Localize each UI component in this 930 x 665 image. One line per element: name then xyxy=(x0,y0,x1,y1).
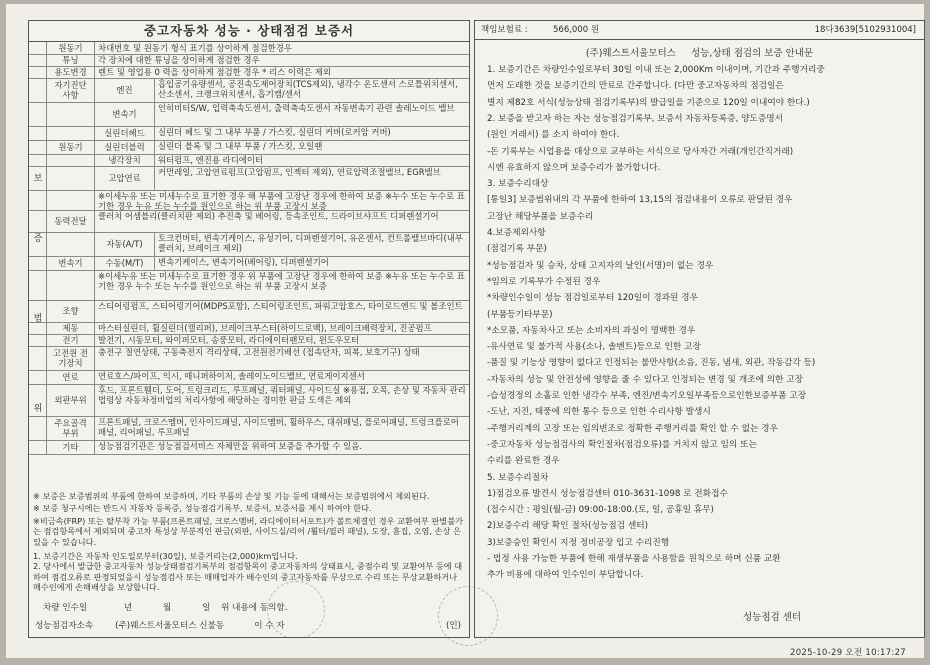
self-diag-engine xyxy=(29,78,469,103)
row-label: 튜닝 xyxy=(47,54,95,66)
company-seal-stamp xyxy=(267,581,325,638)
notice-line: 추가 비용에 대하여 인수인이 부담합니다. xyxy=(487,570,644,581)
engine-label: 엔진 xyxy=(95,78,155,102)
engine-note-row xyxy=(29,190,469,211)
row-label: 기타 xyxy=(47,440,95,454)
spacer xyxy=(29,126,47,140)
manual-text: 변속기케이스, 변속기어(베어링), 디퍼렌셜기어 xyxy=(158,257,329,267)
engine-part-text: 실린더 블록 및 그 내부 부품 / 가스킷, 오일팬 xyxy=(158,141,323,151)
row-text: 성능점검기관은 성능점검서비스 자체만을 위하여 보증을 추가할 수 있음. xyxy=(98,441,363,451)
lower-row xyxy=(29,440,469,455)
row-label: 외판부위 xyxy=(47,384,95,416)
spacer xyxy=(29,370,47,384)
row-label: 용도변경 xyxy=(47,66,95,78)
row-text: 후드, 프론트휀더, 도어, 트렁크리드, 루프패널, 쿼터패널, 사이드실 ※용접, 오목, 손상 및 자동차 관리법령상 자동차정비업의 처리사항에 해당하는 경미한 판금 도색은 제외 xyxy=(98,385,466,405)
spacer xyxy=(29,256,47,270)
engine-part-label: 고압연료 xyxy=(95,166,155,190)
spacer xyxy=(29,440,47,454)
spacer xyxy=(29,270,47,300)
notice-line: -자동차의 성능 및 안전성에 영향을 줄 수 있다고 인정되는 변경 및 개조에 의한 고장 xyxy=(487,374,803,385)
side-label-4: 위 xyxy=(33,404,43,414)
lower-row xyxy=(29,346,469,371)
note-2: ※ 보증 청구시에는 반드시 자동차 등록증, 성능점검기록부, 보증서, 보증서를 제시 하여야 한다. xyxy=(33,503,372,514)
spacer xyxy=(29,334,47,346)
buyer-agree: 위 내용에 동의함. xyxy=(221,603,288,613)
scan-timestamp: 2025-10-29 오전 10:17:27 xyxy=(790,648,906,658)
auto-text: 토크컨버터, 변속기케이스, 유성기어, 디퍼렌셜기어, 유온센서, 컨트롤밸브바디(내부클러치, 브레이크 제외) xyxy=(158,233,463,253)
trans-label: 변속기 xyxy=(95,102,155,126)
document-number: 18다3639[5102931004] xyxy=(814,25,916,35)
notes-block xyxy=(29,491,469,593)
notice-line: (접수시간 : 평일(월-금) 09:00-18:00.(토, 일, 공휴일 휴무) xyxy=(487,505,714,516)
lower-row xyxy=(29,416,469,441)
notice-line: [통일3] 보증범위내의 각 부품에 한하여 13,15의 점검내용이 오류로 판달된 경우 xyxy=(487,195,793,206)
notice-line: (점검기록 부문) xyxy=(487,244,547,255)
engine-part-label: 실린더헤드 xyxy=(95,126,155,140)
notice-line: *성능점검자 및 승차, 상태 고지자의 날인(서명)이 없는 경우 xyxy=(487,260,714,271)
row-text: 연료호스/파이프, 익시, 매니퍼하이저, 솔레이노이드밸브, 연료게이지센서 xyxy=(98,371,365,381)
engine-part-text: 커먼레일, 고압연료펌프(고압펌프, 인젝터 제외), 연료압력조절밸브, EGR밸브 xyxy=(158,167,441,177)
notice-header xyxy=(475,21,924,40)
row-label: 조향 xyxy=(47,300,95,322)
buyer-year: 년 xyxy=(123,603,133,613)
insurance-value: 566,000 원 xyxy=(553,25,600,35)
engine-text: 흡입공기유량센서, 공진속도제어장치(TCS제외), 냉각수 온도센서 스로틀위치센서, 산소센서, 크랭크위치센서, 흡기캠/센서 xyxy=(158,79,458,99)
spacer xyxy=(29,54,47,66)
engine-group-label: 원동기 xyxy=(47,140,95,154)
buyer-day: 일 xyxy=(202,603,211,613)
spacer xyxy=(29,78,47,102)
notice-line: 1. 보증기간은 차량인수일로부터 30일 이내 또는 2,000Km 이내이며, 기간과 주행거리중 xyxy=(487,65,825,75)
engine-note: ※이세누유 또는 미세누수로 표기한 경우 해 부품에 고장난 경우에 한하여 보증 ※누수 또는 누수로 표기한 경우 누유 또는 누수를 원인으로 하는 위 부품 고장시 보증 xyxy=(98,191,465,210)
spacer xyxy=(29,416,47,440)
auto-label: 자동(A/T) xyxy=(95,232,155,256)
term-1: 1. 보증기간은 자동차 인도일로부터(30일), 보증거리는(2,000)km입니다. xyxy=(33,551,298,562)
trans-note: ※이세누유 또는 미세누수로 표기한 경우 위 부품에 고장난 경우에 한하여 보증 ※누유 또는 누수로 표기한 경우 누수 또는 누수를 원인으로 하는 위 부품 고장시 보증 xyxy=(98,271,465,291)
notice-line: 별지 제82호 서식(성능상태 점검기록부)의 발급일을 기준으로 120일 이내여야 한다.) xyxy=(487,97,810,108)
spacer xyxy=(29,154,47,166)
spacer xyxy=(29,42,47,54)
blank xyxy=(47,166,95,190)
notice-line: 1)점검오류 발견시 성능점검센터 010-3631-1098 로 전화접수 xyxy=(487,488,728,499)
self-diag-label: 자기진단 사항 xyxy=(47,78,95,102)
notice-line: 시엔 유효하지 않으며 보증수리가 불가합니다. xyxy=(487,162,661,173)
notice-line: 2)보증수리 해당 확인 절차(성능점검 센터) xyxy=(487,521,649,532)
spacer xyxy=(29,66,47,78)
blank xyxy=(47,126,95,140)
notice-heading: (주)웨스트서울모터스 성능,상태 점검의 보증 안내문 xyxy=(585,48,814,59)
row-text: 각 장치에 대한 튜닝을 상이하게 점검한 경우 xyxy=(98,55,260,65)
row-text: 차대번호 및 원동기 형식 표기를 상이하게 점검한경우 xyxy=(98,43,292,53)
engine-row xyxy=(29,126,469,141)
row-label: 전기 xyxy=(47,334,95,346)
engine-part-text: 워터펌프, 엔진용 라디에이터 xyxy=(158,155,264,165)
row-label: 연료 xyxy=(47,370,95,384)
lower-row xyxy=(29,300,469,323)
notice-line: -습성경정의 소홀로 인한 냉각수 부족, 엔진/변속기오일부족등으로인한보증부품 고장 xyxy=(487,391,807,401)
row-text: 프론트패널, 크로스멤버, 인사이드패널, 사이드멤버, 휠하우스, 대쉬패널, 플로어패널, 트렁크플로어패널, 리어패널, 루프패널 xyxy=(98,417,459,437)
notice-line: *차량인수일이 성능 점검일로부터 120일이 경과된 경우 xyxy=(487,293,698,304)
notice-line: 5. 보증수리절차 xyxy=(487,472,549,483)
row-text: 스티어링펌프, 스티어링기어(MDPS포함), 스티어링조인트, 파워고압호스, 타이로드엔드 및 볼조인트 xyxy=(98,301,463,311)
notice-line: - 법정 사용 가능한 부품에 한해 재생부품을 사용함을 원칙으로 하며 신품 교환 xyxy=(487,554,781,564)
receiver-name: 이 수 자 xyxy=(254,621,285,631)
buyer-line xyxy=(29,601,470,613)
buyer-label: 차량 인수일 xyxy=(43,603,88,613)
note-3: ※비금속(FRP) 또는 탈부착 가능 부품(프론트패널, 크로스멤버, 라디에이터서포트)가 볼트체결인 경우 교환여부 판별불가는 점검항목에서 제외되며 중고차 특성상 부분적인 판금(외판, 사이드실/리어 /휠터/필러 패널), 도장, 흠집, 오염, 손상 은 있을 수 있습니다. xyxy=(33,515,464,547)
insurance-label: 책임보험료 : xyxy=(481,25,528,35)
manual-label: 수동(M/T) xyxy=(95,256,155,270)
notice-line: 수리를 완료한 경우 xyxy=(487,456,560,467)
spacer xyxy=(29,140,47,154)
side-label-1: 보 xyxy=(33,174,43,184)
notice-line: (원인 거래서) 를 소지 하여야 한다. xyxy=(487,130,620,141)
lower-row xyxy=(29,370,469,385)
seal-mark: (인) xyxy=(445,621,461,631)
notice-line: 2. 보증을 받고자 하는 자는 성능점검기록부, 보증서 자동차등록증, 양도증명서 xyxy=(487,113,784,124)
center-seal-stamp xyxy=(438,586,498,646)
spacer xyxy=(29,102,47,126)
side-label-2: 증 xyxy=(33,234,43,244)
row-text: 렌트 및 영업용 0 력을 상이하게 점검한 경우 * 리스 이력은 제외 xyxy=(98,67,331,77)
row-text: 충전구 절연상태, 구동축전지 격리상태, 고전원전기배선 (접속단자, 피복, 보호기구) 상태 xyxy=(98,347,420,357)
row-label: 고전원 전기장치 xyxy=(47,346,95,370)
trans-manual xyxy=(29,256,469,271)
blank xyxy=(47,270,95,300)
term-2: 2. 당사에서 발급한 중고자동차 성능상태점검기록부의 점검항목이 중고자동차의 상태표시, 중점수리 및 교환여부 등에 대하여 점검오류로 판정되었을시 성능점검사 또는 매매업자가 배수인의 중고자동차를 무상으로 수리 또는 무상교환하거나 매수인에게 손해배상을 보상합니다. xyxy=(33,561,463,593)
warranty-certificate xyxy=(28,20,470,638)
blank xyxy=(47,102,95,126)
blank xyxy=(47,154,95,166)
row-label: 제동 xyxy=(47,322,95,334)
notice-line: 4.보증제외사항 xyxy=(487,228,546,238)
power-row xyxy=(29,210,469,233)
notice-line: 3. 보증수리대상 xyxy=(487,179,549,190)
spacer xyxy=(29,346,47,370)
row-text: 마스터실린더, 휠실린더(캘리퍼), 브레이크부스터(하이드로백), 브레이크배력장치, 진공펌프 xyxy=(98,323,432,333)
notice-line: *임의로 기록부가 수정된 경우 xyxy=(487,276,601,287)
notice-line: 3)보증승인 확인시 지정 정비공장 입고 수리진행 xyxy=(487,537,670,548)
engine-part-text: 실린더 헤드 및 그 내부 부품 / 가스킷, 실린더 커버(로커암 커버) xyxy=(158,127,391,137)
trans-auto xyxy=(29,232,469,257)
engine-row xyxy=(29,166,469,191)
notice-line: -유사연료 및 불가적 사용(소나, 솔벤트)등으로 인한 고장 xyxy=(487,342,701,353)
row-label: 원동기 xyxy=(47,42,95,54)
self-diag-trans xyxy=(29,102,469,127)
spacer xyxy=(29,210,47,232)
agency-name: (주)웨스트서울모터스 신불동 xyxy=(115,621,225,631)
notice-line: -중고자동차 성능점검사의 확인절차(점검오류)를 거치지 않고 임의 또는 xyxy=(487,439,757,450)
notice-line: (부품등기타부문) xyxy=(487,309,553,320)
trans-note-row xyxy=(29,270,469,301)
trans-text: 인히비터S/W, 입력축속도센서, 출력축속도센서 자동변속기 관련 솔레노이드 밸브 xyxy=(158,103,455,113)
notice-line: *소모품, 자동차사고 또는 소비자의 과실이 명백한 경우 xyxy=(487,325,696,336)
trans-group-label: 변속기 xyxy=(47,256,95,270)
note-1: ※ 보증은 보증범위의 부품에 한하여 보증하며, 기타 부품의 손상 및 기능 등에 대해서는 보증범위에서 제외된다. xyxy=(33,491,430,501)
notice-line: 고장난 해당부품을 보증수리 xyxy=(487,211,594,222)
notice-line: 먼저 도래한 것을 보증기간의 만료로 간주합니다. (다만 중고자동차의 점검일은 xyxy=(487,81,784,92)
engine-row xyxy=(29,140,469,155)
row-label: 주요골격 부위 xyxy=(47,416,95,440)
certificate-title: 중고자동차 성능 · 상태점검 보증서 xyxy=(29,21,469,42)
notice-line: -품질 및 기능상 영향이 없다고 인정되는 불만사항(소음, 진동, 냄새, 외관, 작동감각 등) xyxy=(487,358,816,369)
center-signature: 성능점검 센터 xyxy=(743,612,802,623)
document-sheet xyxy=(6,4,924,658)
buyer-month: 월 xyxy=(163,603,172,613)
blank xyxy=(47,232,95,256)
lower-row xyxy=(29,384,469,417)
spacer xyxy=(29,190,47,210)
engine-part-label: 실린더블럭 xyxy=(95,140,155,154)
power-label: 동력전달 xyxy=(47,210,95,232)
warranty-notice xyxy=(474,20,925,638)
notice-line: -돈 기록부는 시업용을 대상으로 교부하는 서식으로 당사자간 거래(개인간직거래) xyxy=(487,146,794,157)
side-label-3: 범 xyxy=(33,314,43,324)
blank xyxy=(47,190,95,210)
engine-part-label: 냉각장치 xyxy=(95,154,155,166)
agency-label: 성능점검자소속 xyxy=(35,621,94,631)
row-text: 발전기, 시동모터, 와이퍼모터, 송풍모터, 라디에이터팬모터, 윈도우모터 xyxy=(98,335,360,345)
power-text: 클러치 어셈블리(클러치판 제외) 추진축 및 베어링, 등속조인트, 드라이브샤프트 디퍼렌셜기어 xyxy=(98,211,439,221)
signature-line xyxy=(29,619,470,631)
notice-line: -도난, 지진, 태풍에 의한 통수 등으로 인한 수리사항 발생시 xyxy=(487,407,711,418)
notice-line: -주행거리계의 고장 또는 임의변조로 정확한 주행거리를 확인 할 수 없는 경우 xyxy=(487,423,778,434)
